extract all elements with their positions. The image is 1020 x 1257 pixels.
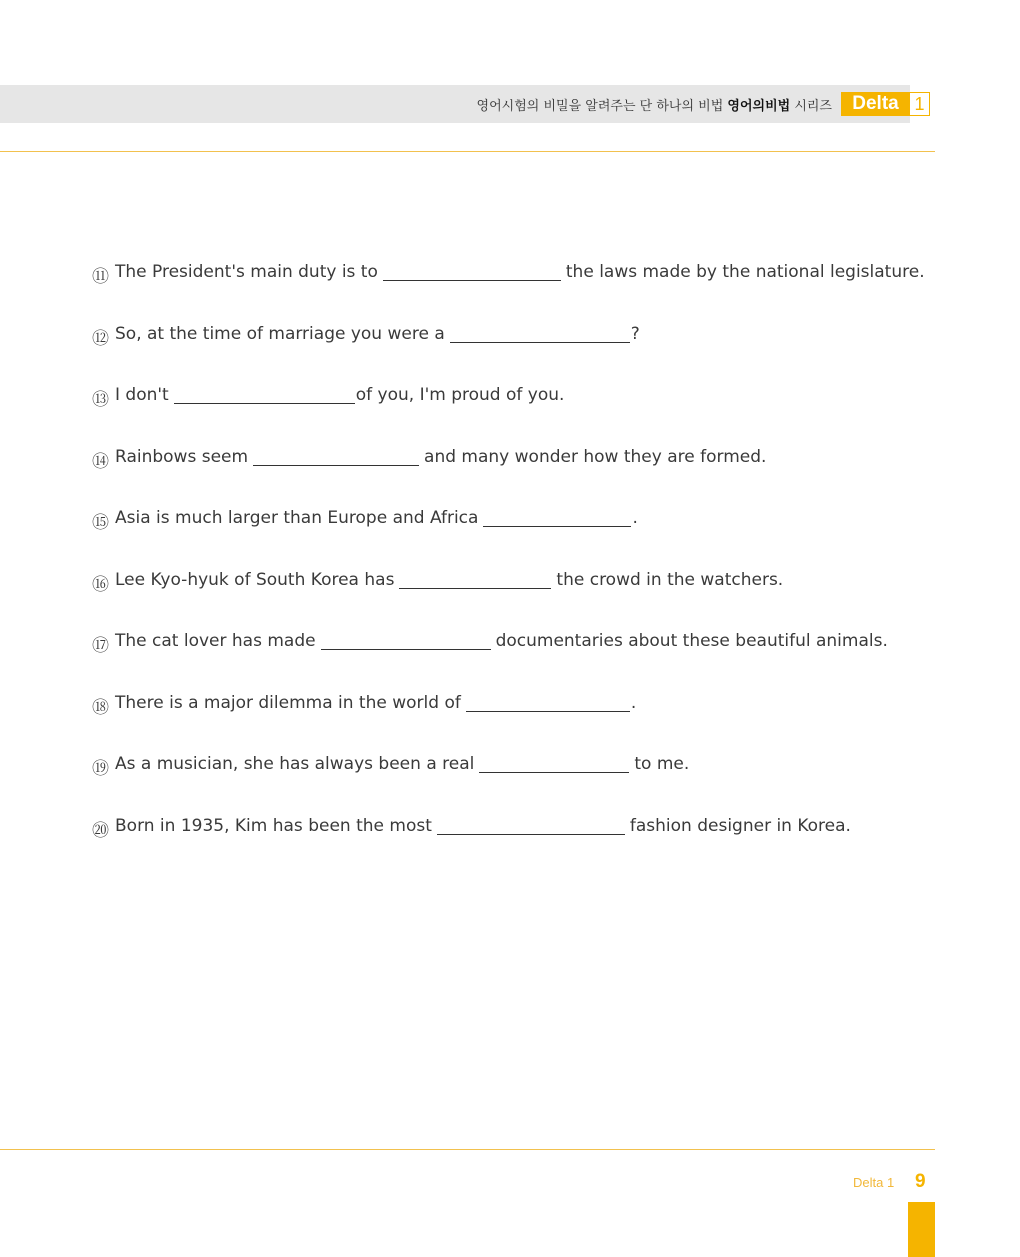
question-11 [92,262,972,324]
question-number: ⑲ [92,759,109,779]
question-14 [92,447,972,509]
question-number: ⑰ [92,636,109,656]
question-text-before: Asia is much larger than Europe and Africa [115,508,479,528]
question-text-after: fashion designer in Korea. [629,815,851,836]
answer-blank[interactable] [253,447,419,466]
answer-blank[interactable] [466,693,630,712]
question-20 [92,816,972,878]
question-15 [92,508,972,570]
question-text-after: ? [630,323,640,344]
question-text-after: the laws made by the national legislature. [565,262,925,282]
badge-label: Delta [841,92,910,116]
question-text-after: of you, I'm proud of you. [355,385,565,405]
question-text-after: to me. [634,754,690,774]
question-number: ⑱ [92,697,109,718]
top-rule [0,151,935,152]
badge-number: 1 [910,92,930,116]
question-number: ⑬ [92,390,109,410]
question-text-before: The President's main duty is to [115,262,378,282]
footer-label: Delta 1 [853,1175,895,1190]
series-text-prefix: 영어시험의 비밀을 알려주는 단 하나의 비법 [476,99,728,114]
question-text-before: As a musician, she has always been a real [115,754,475,774]
question-list [92,262,972,877]
question-number: ⑫ [92,328,109,349]
answer-blank[interactable] [483,508,631,527]
page-tab [908,1202,935,1257]
series-title [477,95,832,114]
question-number: ⑳ [92,820,109,841]
series-brand: 영어의비법 [727,99,791,114]
question-number: ⑯ [92,574,109,595]
question-17 [92,631,972,693]
question-number: ⑮ [92,513,109,533]
question-text-before: Rainbows seem [115,446,249,467]
answer-blank[interactable] [450,324,630,343]
question-text-after: documentaries about these beautiful animals. [495,631,888,651]
question-12 [92,324,972,386]
question-text-before: So, at the time of marriage you were a [115,323,445,344]
bottom-rule [0,1149,935,1150]
answer-blank[interactable] [437,816,625,835]
question-18 [92,693,972,755]
level-badge [841,92,930,116]
series-text-suffix: 시리즈 [790,99,832,114]
question-text-after: the crowd in the watchers. [556,569,784,590]
answer-blank[interactable] [321,631,491,650]
question-13 [92,385,972,447]
answer-blank[interactable] [174,385,355,404]
question-text-before: There is a major dilemma in the world of [115,692,461,713]
question-number: ⑭ [92,451,109,472]
answer-blank[interactable] [383,262,561,281]
page-number: 9 [915,1171,926,1192]
answer-blank[interactable] [399,570,551,589]
answer-blank[interactable] [479,754,629,773]
question-text-before: The cat lover has made [115,631,316,651]
question-text-before: I don't [115,385,169,405]
question-16 [92,570,972,632]
question-text-before: Born in 1935, Kim has been the most [115,815,432,836]
question-19 [92,754,972,816]
question-text-after: . [630,692,637,713]
question-number: ⑪ [92,267,109,287]
question-text-after: and many wonder how they are formed. [424,446,767,467]
question-text-before: Lee Kyo-hyuk of South Korea has [115,569,395,590]
question-text-after: . [632,508,638,528]
